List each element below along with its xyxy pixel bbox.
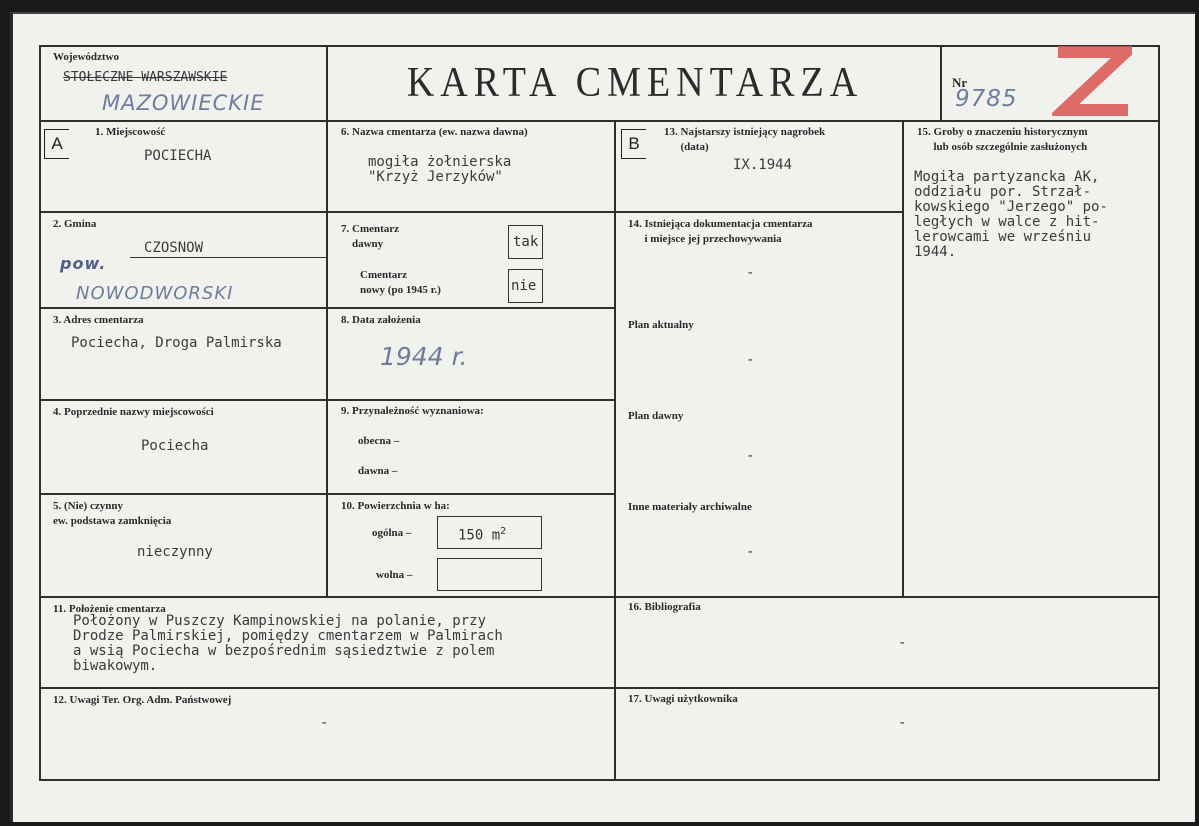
field-2-label: 2. Gmina <box>53 218 97 230</box>
inne-materialy-label: Inne materiały archiwalne <box>628 501 752 513</box>
field-3-value: Pociecha, Droga Palmirska <box>71 335 282 351</box>
rule-right <box>1158 45 1160 781</box>
field-11-label: 11. Położenie cmentarza <box>53 603 166 615</box>
rule-v-header2 <box>940 45 942 122</box>
field-11-value: Położony w Puszczy Kampinowskiej na polanie, przy Drodze Palmirskiej, pomiędzy cmentarzem w Palmirach a wsią Pociecha w bezpośrednim sąsiedztwie z polem biwakowym. <box>73 613 503 674</box>
field-1-value: POCIECHA <box>144 148 212 164</box>
plan-dawny-label: Plan dawny <box>628 410 684 422</box>
field-14-value: - <box>746 265 755 281</box>
field-10-ogolna-value: 150 m <box>458 527 501 544</box>
field-10-ogolna-box[interactable] <box>437 516 542 549</box>
rule-row5 <box>39 596 1160 598</box>
rule-v-header1 <box>326 45 328 122</box>
field-10-ogolna-sup: 2 <box>500 526 507 537</box>
rule-row1-b <box>616 211 904 213</box>
field-9-label: 9. Przynależność wyznaniowa: <box>341 405 484 417</box>
nr-label: Nr <box>952 75 968 90</box>
field-5-label: 5. (Nie) czynny ew. podstawa zamknięcia <box>53 500 172 527</box>
field-6-value: mogiła żołnierska "Krzyż Jerzyków" <box>368 154 512 185</box>
section-b-letter: B <box>621 129 646 159</box>
rule-left <box>39 45 41 781</box>
field-16-label: 16. Bibliografia <box>628 601 701 613</box>
rule-v-a <box>326 120 328 598</box>
field-17-value: - <box>898 715 907 731</box>
wojewodztwo-handwritten: MAZOWIECKIE <box>102 91 265 115</box>
field-13-value: IX.1944 <box>733 157 793 173</box>
field-13-label: 13. Najstarszy istniejący nagrobek (data) <box>664 126 826 153</box>
plan-aktualny-label: Plan aktualny <box>628 319 694 331</box>
field-10-wolna-box[interactable] <box>437 558 542 591</box>
field-4-value: Pociecha <box>141 438 209 454</box>
field-8-value: 1944 r. <box>380 342 468 371</box>
rule-bottom <box>39 779 1160 781</box>
field-9-dawna: dawna – <box>358 465 398 477</box>
field-10-label: 10. Powierzchnia w ha: <box>341 500 450 512</box>
rule-row6 <box>39 687 1160 689</box>
field-4-label: 4. Poprzednie nazwy miejscowości <box>53 406 214 418</box>
section-a-letter: A <box>44 129 69 159</box>
field-7-label: 7. Cmentarz dawny <box>341 223 400 250</box>
rule-header-bottom <box>39 120 1160 122</box>
field-3-label: 3. Adres cmentarza <box>53 314 144 326</box>
rule-top <box>39 45 1160 47</box>
field-12-value: - <box>320 715 329 731</box>
rule-v-mid <box>614 120 616 781</box>
field-6-label: 6. Nazwa cmentarza (ew. nazwa dawna) <box>341 126 528 138</box>
field-7-tak-box[interactable]: tak <box>508 225 543 259</box>
field-2-pow-label: pow. <box>60 254 107 273</box>
field-17-label: 17. Uwagi użytkownika <box>628 693 738 705</box>
inne-materialy-value: - <box>746 544 755 560</box>
field-5-value: nieczynny <box>137 544 213 560</box>
field-10-ogolna: ogólna – <box>372 527 412 539</box>
field-2-value: CZOSNOW <box>144 240 204 256</box>
page-title: KARTA CMENTARZA <box>406 59 864 107</box>
field-7-new-label: Cmentarz nowy (po 1945 r.) <box>360 269 441 296</box>
field-15-value: Mogiła partyzancka AK, oddziału por. Strzał- kowskiego "Jerzego" po- ległych w walce z hit- lerowcami we wrześniu 1944. <box>914 169 1108 260</box>
plan-aktualny-value: - <box>746 352 755 368</box>
plan-dawny-value: - <box>746 448 755 464</box>
field-8-label: 8. Data założenia <box>341 314 421 326</box>
field-10-wolna: wolna – <box>376 569 413 581</box>
rule-gmina-sub <box>130 257 326 258</box>
field-1-label: 1. Miejscowość <box>95 126 166 138</box>
nr-value: 9785 <box>955 86 1018 112</box>
category-stamp <box>1052 46 1132 118</box>
field-2-pow-value: NOWODWORSKI <box>76 283 234 304</box>
field-7-nie-box[interactable]: nie <box>508 269 543 303</box>
rule-v-b <box>902 120 904 598</box>
field-14-label: 14. Istniejąca dokumentacja cmentarza i miejsce jej przechowywania <box>628 218 813 245</box>
field-16-value: - <box>898 635 907 651</box>
field-15-label: 15. Groby o znaczeniu historycznym lub osób szczególnie zasłużonych <box>917 126 1088 153</box>
wojewodztwo-struck: STOŁECZNE WARSZAWSKIE <box>63 70 228 85</box>
wojewodztwo-label: Województwo <box>53 51 119 63</box>
field-12-label: 12. Uwagi Ter. Org. Adm. Państwowej <box>53 694 232 706</box>
field-9-obecna: obecna – <box>358 435 400 447</box>
